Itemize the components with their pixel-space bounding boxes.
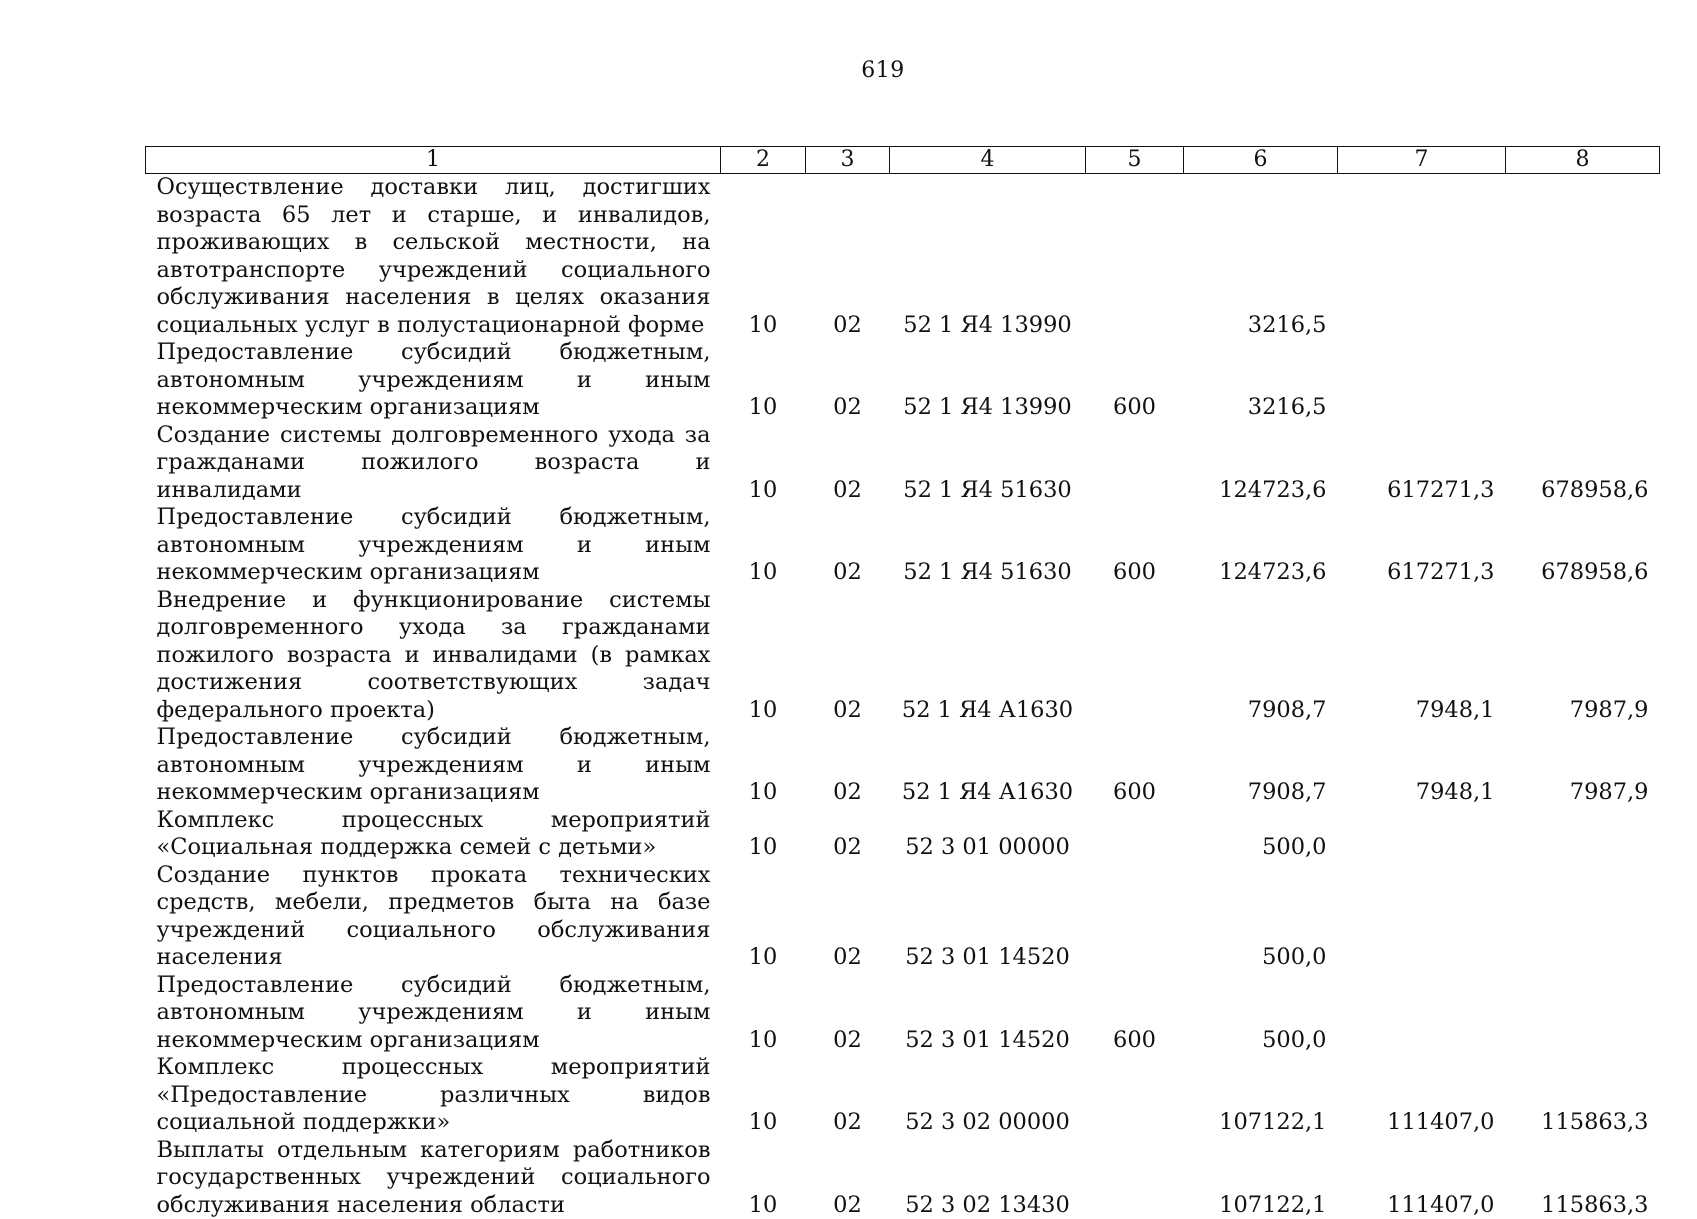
row-amount-col8 <box>1506 972 1660 1055</box>
row-section: 10 <box>721 174 806 340</box>
row-amount-col7 <box>1338 972 1506 1055</box>
row-expense-type: 600 <box>1086 972 1184 1055</box>
row-subsection: 02 <box>806 504 890 587</box>
table-row <box>146 422 1660 505</box>
table-row <box>146 1054 1660 1137</box>
row-expense-type <box>1086 862 1184 972</box>
row-amount-col7: 7948,1 <box>1338 587 1506 725</box>
row-section: 10 <box>721 1054 806 1137</box>
column-header-1: 1 <box>146 147 721 174</box>
column-header-5: 5 <box>1086 147 1184 174</box>
row-expense-type <box>1086 587 1184 725</box>
row-amount-col8 <box>1506 174 1660 340</box>
table-body <box>146 174 1660 1219</box>
row-section: 10 <box>721 1137 806 1219</box>
row-section: 10 <box>721 422 806 505</box>
row-section: 10 <box>721 587 806 725</box>
row-subsection: 02 <box>806 1054 890 1137</box>
table-row <box>146 862 1660 972</box>
row-amount-col8 <box>1506 339 1660 422</box>
row-subsection: 02 <box>806 724 890 807</box>
row-amount-col6: 107122,1 <box>1184 1137 1338 1219</box>
table-row <box>146 339 1660 422</box>
column-header-2: 2 <box>721 147 806 174</box>
row-name: Комплекс процессных мероприятий «Социальная поддержка семей с детьми» <box>146 807 721 862</box>
row-target-article: 52 1 Я4 51630 <box>890 422 1086 505</box>
row-amount-col6: 7908,7 <box>1184 587 1338 725</box>
row-subsection: 02 <box>806 174 890 340</box>
row-target-article: 52 3 01 14520 <box>890 972 1086 1055</box>
header-row <box>146 147 1660 174</box>
row-name: Создание пунктов проката технических средств, мебели, предметов быта на базе учреждений социального обслуживания населения <box>146 862 721 972</box>
column-header-7: 7 <box>1338 147 1506 174</box>
row-amount-col6: 500,0 <box>1184 972 1338 1055</box>
row-target-article: 52 1 Я4 А1630 <box>890 587 1086 725</box>
row-name: Осуществление доставки лиц, достигших возраста 65 лет и старше, и инвалидов, проживающих в сельской местности, на автотранспорте учреждений социального обслуживания населения в целях оказания социальных услуг в полустационарной форме <box>146 174 721 340</box>
row-amount-col7 <box>1338 807 1506 862</box>
row-amount-col7 <box>1338 339 1506 422</box>
row-amount-col6: 500,0 <box>1184 807 1338 862</box>
table-row <box>146 807 1660 862</box>
row-section: 10 <box>721 862 806 972</box>
row-amount-col6: 3216,5 <box>1184 339 1338 422</box>
row-section: 10 <box>721 972 806 1055</box>
table-row <box>146 724 1660 807</box>
row-amount-col8: 7987,9 <box>1506 587 1660 725</box>
row-section: 10 <box>721 724 806 807</box>
row-section: 10 <box>721 339 806 422</box>
row-name: Внедрение и функционирование системы долговременного ухода за гражданами пожилого возраста и инвалидами (в рамках достижения соответствующих задач федерального проекта) <box>146 587 721 725</box>
row-amount-col7: 111407,0 <box>1338 1054 1506 1137</box>
row-section: 10 <box>721 807 806 862</box>
row-subsection: 02 <box>806 862 890 972</box>
row-target-article: 52 3 02 00000 <box>890 1054 1086 1137</box>
row-amount-col7 <box>1338 174 1506 340</box>
row-amount-col8 <box>1506 862 1660 972</box>
row-subsection: 02 <box>806 587 890 725</box>
row-target-article: 52 1 Я4 А1630 <box>890 724 1086 807</box>
row-amount-col7: 617271,3 <box>1338 504 1506 587</box>
row-name: Выплаты отдельным категориям работников государственных учреждений социального обслуживания населения области <box>146 1137 721 1219</box>
row-target-article: 52 1 Я4 13990 <box>890 174 1086 340</box>
table-header <box>146 147 1660 174</box>
row-name: Предоставление субсидий бюджетным, автономным учреждениям и иным некоммерческим организациям <box>146 339 721 422</box>
table-row <box>146 1137 1660 1219</box>
row-name: Комплекс процессных мероприятий «Предоставление различных видов социальной поддержки» <box>146 1054 721 1137</box>
row-amount-col6: 107122,1 <box>1184 1054 1338 1137</box>
row-expense-type <box>1086 174 1184 340</box>
row-target-article: 52 3 01 00000 <box>890 807 1086 862</box>
page-number: 619 <box>0 58 1697 83</box>
row-amount-col8: 678958,6 <box>1506 504 1660 587</box>
row-amount-col8: 115863,3 <box>1506 1137 1660 1219</box>
row-amount-col7: 111407,0 <box>1338 1137 1506 1219</box>
row-subsection: 02 <box>806 339 890 422</box>
row-amount-col6: 7908,7 <box>1184 724 1338 807</box>
row-expense-type: 600 <box>1086 504 1184 587</box>
row-target-article: 52 3 01 14520 <box>890 862 1086 972</box>
row-amount-col8: 115863,3 <box>1506 1054 1660 1137</box>
table-row <box>146 587 1660 725</box>
row-expense-type <box>1086 1054 1184 1137</box>
row-expense-type <box>1086 1137 1184 1219</box>
row-amount-col6: 124723,6 <box>1184 422 1338 505</box>
row-subsection: 02 <box>806 422 890 505</box>
row-amount-col8: 678958,6 <box>1506 422 1660 505</box>
row-subsection: 02 <box>806 807 890 862</box>
row-amount-col7: 7948,1 <box>1338 724 1506 807</box>
row-amount-col7: 617271,3 <box>1338 422 1506 505</box>
row-name: Создание системы долговременного ухода за гражданами пожилого возраста и инвалидами <box>146 422 721 505</box>
table-row <box>146 174 1660 340</box>
table-row <box>146 504 1660 587</box>
row-subsection: 02 <box>806 1137 890 1219</box>
column-header-4: 4 <box>890 147 1086 174</box>
row-amount-col6: 3216,5 <box>1184 174 1338 340</box>
column-header-3: 3 <box>806 147 890 174</box>
row-name: Предоставление субсидий бюджетным, автономным учреждениям и иным некоммерческим организациям <box>146 504 721 587</box>
row-amount-col7 <box>1338 862 1506 972</box>
table-row <box>146 972 1660 1055</box>
column-header-8: 8 <box>1506 147 1660 174</box>
row-expense-type <box>1086 807 1184 862</box>
budget-table <box>145 146 1660 1219</box>
row-subsection: 02 <box>806 972 890 1055</box>
row-amount-col8 <box>1506 807 1660 862</box>
column-header-6: 6 <box>1184 147 1338 174</box>
row-section: 10 <box>721 504 806 587</box>
row-target-article: 52 3 02 13430 <box>890 1137 1086 1219</box>
row-expense-type: 600 <box>1086 339 1184 422</box>
row-amount-col6: 500,0 <box>1184 862 1338 972</box>
row-target-article: 52 1 Я4 51630 <box>890 504 1086 587</box>
row-target-article: 52 1 Я4 13990 <box>890 339 1086 422</box>
row-amount-col6: 124723,6 <box>1184 504 1338 587</box>
row-amount-col8: 7987,9 <box>1506 724 1660 807</box>
row-name: Предоставление субсидий бюджетным, автономным учреждениям и иным некоммерческим организациям <box>146 724 721 807</box>
row-name: Предоставление субсидий бюджетным, автономным учреждениям и иным некоммерческим организациям <box>146 972 721 1055</box>
row-expense-type: 600 <box>1086 724 1184 807</box>
row-expense-type <box>1086 422 1184 505</box>
